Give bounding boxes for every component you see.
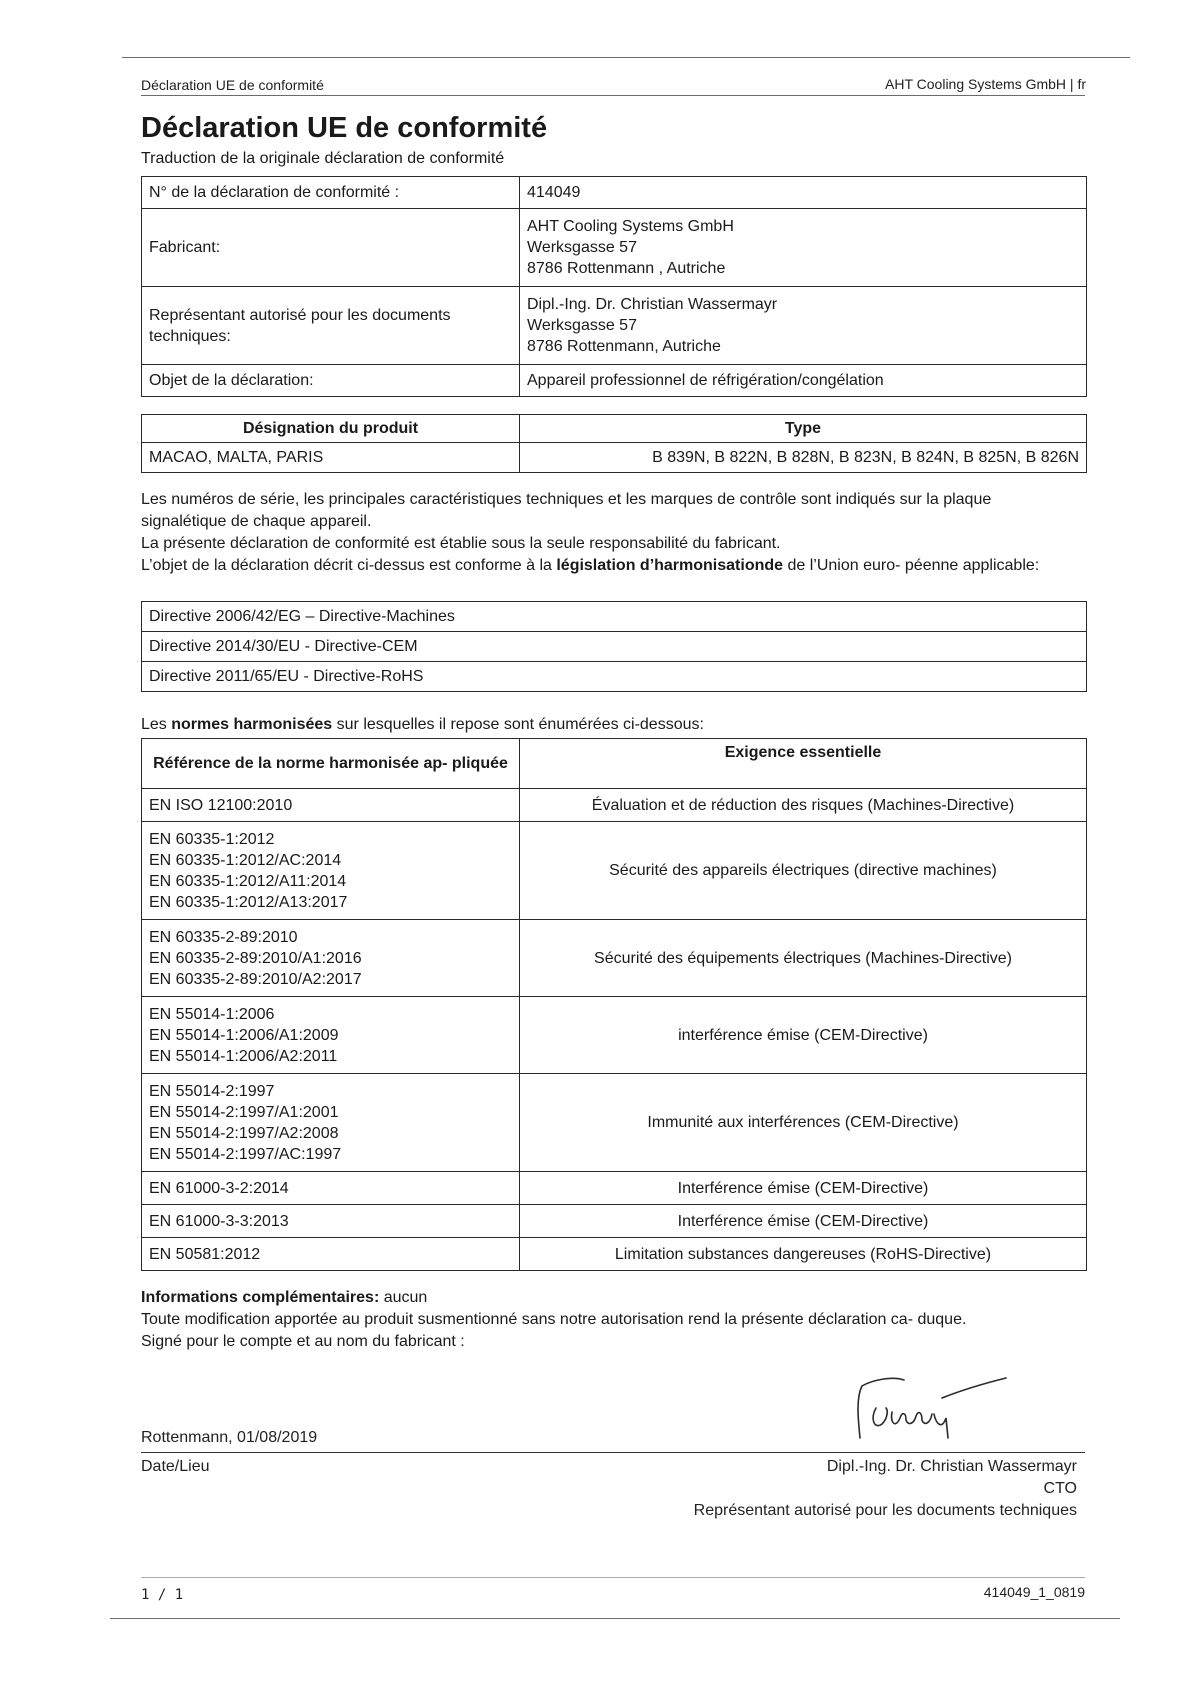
header-left: Déclaration UE de conformité — [141, 77, 324, 93]
signature-rule — [141, 1452, 1085, 1453]
table-row — [142, 1074, 1087, 1172]
place-date: Rottenmann, 01/08/2019 — [141, 1429, 318, 1446]
norm-reference: EN ISO 12100:2010 — [142, 789, 520, 822]
info-value: Appareil professionnel de réfrigération/congélation — [520, 365, 1087, 397]
table-header-row — [142, 415, 1087, 443]
norm-requirement: Sécurité des équipements électriques (Machines-Directive) — [520, 920, 1087, 997]
norm-reference: EN 55014-2:1997 EN 55014-2:1997/A1:2001 EN 55014-2:1997/A2:2008 EN 55014-2:1997/AC:1997 — [142, 1074, 520, 1172]
info-label: N° de la déclaration de conformité : — [142, 177, 520, 209]
info-value: AHT Cooling Systems GmbH Werksgasse 57 8786 Rottenmann , Autriche — [520, 209, 1087, 287]
norm-requirement: Interférence émise (CEM-Directive) — [520, 1172, 1087, 1205]
additional-info — [141, 1287, 1081, 1353]
table-row — [142, 789, 1087, 822]
table-row — [142, 997, 1087, 1074]
top-border-rule — [122, 57, 1130, 58]
info-label: Objet de la déclaration: — [142, 365, 520, 397]
page-number: 1 / 1 — [141, 1587, 184, 1603]
column-header: Type — [520, 415, 1087, 443]
header-rule — [141, 95, 1085, 96]
page-subtitle: Traduction de la originale déclaration de conformité — [141, 150, 505, 167]
directives-table — [141, 601, 1087, 692]
footer-rule — [141, 1577, 1085, 1578]
table-row — [142, 1172, 1087, 1205]
intro-text — [141, 489, 1081, 577]
norm-requirement: Évaluation et de réduction des risques (Machines-Directive) — [520, 789, 1087, 822]
product-types: B 839N, B 822N, B 828N, B 823N, B 824N, B 825N, B 826N — [520, 443, 1087, 473]
norms-table — [141, 738, 1087, 1271]
table-row — [142, 920, 1087, 997]
intro-p3: L’objet de la déclaration décrit ci-dessus est conforme à la législation d’harmonisationde de l’Union euro- péenne applicable: — [141, 557, 1040, 574]
document-code: 414049_1_0819 — [983, 1584, 1085, 1600]
product-table — [141, 414, 1087, 473]
table-header-row — [142, 739, 1087, 789]
table-row — [142, 365, 1087, 397]
directive-item: Directive 2014/30/EU - Directive-CEM — [142, 632, 1087, 662]
norm-requirement: interférence émise (CEM-Directive) — [520, 997, 1087, 1074]
intro-p2: La présente déclaration de conformité est établie sous la seule responsabilité du fabricant. — [141, 535, 781, 552]
directive-item: Directive 2011/65/EU - Directive-RoHS — [142, 662, 1087, 692]
table-row — [142, 602, 1087, 632]
table-row — [142, 1205, 1087, 1238]
table-row — [142, 662, 1087, 692]
norm-reference: EN 60335-2-89:2010 EN 60335-2-89:2010/A1:2016 EN 60335-2-89:2010/A2:2017 — [142, 920, 520, 997]
additional-value: aucun — [379, 1289, 428, 1306]
intro-p1: Les numéros de série, les principales caractéristiques techniques et les marques de contrôle sont indiqués sur la plaque signalétique de chaque appareil. — [141, 491, 992, 530]
norms-intro: Les normes harmonisées sur lesquelles il repose sont énumérées ci-dessous: — [141, 716, 704, 733]
info-label: Représentant autorisé pour les documents techniques: — [142, 287, 520, 365]
info-value: Dipl.-Ing. Dr. Christian Wassermayr Werksgasse 57 8786 Rottenmann, Autriche — [520, 287, 1087, 365]
additional-p2: Signé pour le compte et au nom du fabricant : — [141, 1333, 465, 1350]
header-right: AHT Cooling Systems GmbH | fr — [885, 76, 1086, 92]
norm-requirement: Interférence émise (CEM-Directive) — [520, 1205, 1087, 1238]
signatory-role: CTO — [1043, 1480, 1077, 1497]
additional-p1: Toute modification apportée au produit susmentionné sans notre autorisation rend la présente déclaration ca- duque. — [141, 1311, 967, 1328]
bottom-border-rule — [110, 1618, 1120, 1619]
page-title: Déclaration UE de conformité — [141, 112, 548, 144]
signatory-function: Représentant autorisé pour les documents techniques — [693, 1502, 1077, 1519]
table-row — [142, 209, 1087, 287]
table-row — [142, 177, 1087, 209]
norm-reference: EN 50581:2012 — [142, 1238, 520, 1271]
table-row — [142, 632, 1087, 662]
table-row — [142, 1238, 1087, 1271]
product-designation: MACAO, MALTA, PARIS — [142, 443, 520, 473]
norms-bold-term: normes harmonisées — [171, 716, 333, 733]
column-header: Désignation du produit — [142, 415, 520, 443]
column-header: Exigence essentielle — [520, 739, 1087, 789]
norm-reference: EN 55014-1:2006 EN 55014-1:2006/A1:2009 EN 55014-1:2006/A2:2011 — [142, 997, 520, 1074]
additional-label: Informations complémentaires: — [141, 1289, 380, 1306]
date-label: Date/Lieu — [141, 1458, 210, 1475]
directive-item: Directive 2006/42/EG – Directive-Machines — [142, 602, 1087, 632]
column-header: Référence de la norme harmonisée ap- pliquée — [142, 739, 520, 789]
handwritten-signature — [852, 1368, 1012, 1446]
norm-reference: EN 60335-1:2012 EN 60335-1:2012/AC:2014 EN 60335-1:2012/A11:2014 EN 60335-1:2012/A13:2017 — [142, 822, 520, 920]
info-label: Fabricant: — [142, 209, 520, 287]
norm-requirement: Immunité aux interférences (CEM-Directive) — [520, 1074, 1087, 1172]
norm-requirement: Sécurité des appareils électriques (directive machines) — [520, 822, 1087, 920]
table-row — [142, 443, 1087, 473]
intro-bold-term: législation d’harmonisationde — [556, 557, 784, 574]
info-value: 414049 — [520, 177, 1087, 209]
table-row — [142, 822, 1087, 920]
table-row — [142, 287, 1087, 365]
norm-reference: EN 61000-3-3:2013 — [142, 1205, 520, 1238]
norm-reference: EN 61000-3-2:2014 — [142, 1172, 520, 1205]
signatory-name: Dipl.-Ing. Dr. Christian Wassermayr — [826, 1458, 1077, 1475]
declaration-info-table — [141, 176, 1087, 397]
norm-requirement: Limitation substances dangereuses (RoHS-Directive) — [520, 1238, 1087, 1271]
